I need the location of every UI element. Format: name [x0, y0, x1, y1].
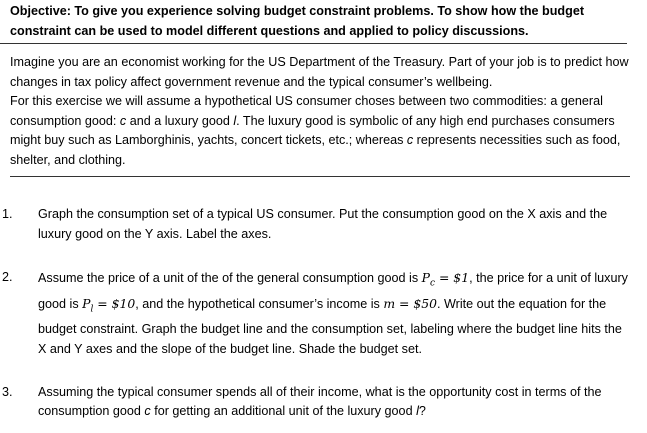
- question-item-1: [2, 205, 633, 244]
- question-3-text-b: for getting an additional unit of the luxury good: [150, 404, 417, 419]
- price-subscript-l: l: [90, 304, 94, 315]
- objective-box: [0, 0, 627, 44]
- intro-text-b: and a luxury good: [126, 113, 234, 128]
- intro-text-d: represents necessities such as food, shelter, and clothing.: [10, 133, 621, 167]
- price-subscript-c: c: [430, 278, 436, 289]
- question-item-3: [2, 383, 633, 422]
- question-item-2: [2, 268, 633, 359]
- income-equation: m = $50: [383, 296, 437, 312]
- price-symbol: P: [421, 270, 430, 286]
- intro-paragraph-1: Imagine you are an economist working for the US Department of the Treasury. Part of your job is to predict how changes in tax policy affect government revenue and the typical consumer’s wellbeing.: [10, 55, 629, 89]
- variable-c-2: c: [406, 133, 414, 148]
- question-number-3: 3.: [2, 384, 13, 399]
- price-luxury-value: = $10: [93, 296, 136, 312]
- question-2-text-b: , the price for a unit of luxury good is: [38, 271, 628, 312]
- price-consumption-value: = $1: [435, 270, 470, 286]
- variable-l: l: [233, 113, 237, 128]
- question-number-1: 1.: [2, 207, 13, 221]
- variable-c: c: [144, 404, 151, 419]
- variable-c: c: [119, 113, 127, 128]
- question-list: [2, 205, 633, 422]
- objective-text: Objective: To give you experience solving budget constraint problems. To show how the budget constraint can be used to model different questions and applied to policy discussions.: [10, 4, 585, 38]
- question-2-text-c: , and the hypothetical consumer’s income is: [135, 297, 384, 312]
- intro-section: [10, 53, 630, 177]
- price-symbol: P: [82, 296, 91, 312]
- price-luxury-equation: [82, 296, 136, 315]
- intro-text-a: For this exercise we will assume a hypothetical US consumer choses between two commodities: a general consumption good:: [10, 94, 603, 128]
- question-2-text-d: . Write out the equation for the budget constraint. Graph the budget line and the consumption set, labeling where the budget line hits the X and Y axes and the slope of the budget line. Shade the budget set.: [38, 297, 622, 356]
- intro-paragraph-2: [10, 92, 630, 170]
- variable-l: l: [416, 404, 419, 419]
- question-2-text-a: Assume the price of a unit of the of the general consumption good is: [38, 271, 422, 286]
- question-text-1: Graph the consumption set of a typical US consumer. Put the consumption good on the X axis and the luxury good on the Y axis. Label the axes.: [38, 207, 608, 241]
- question-number-2: 2.: [2, 270, 13, 285]
- price-consumption-equation: [421, 270, 470, 289]
- question-3-text-a: Assuming the typical consumer spends all of their income, what is the opportunity cost in terms of the consumption good: [38, 384, 602, 419]
- question-3-text-c: ?: [418, 404, 426, 419]
- intro-text-c: . The luxury good is symbolic of any high end purchases consumers might buy such as Lamborghinis, yachts, concert tickets, etc.; whereas: [10, 113, 615, 148]
